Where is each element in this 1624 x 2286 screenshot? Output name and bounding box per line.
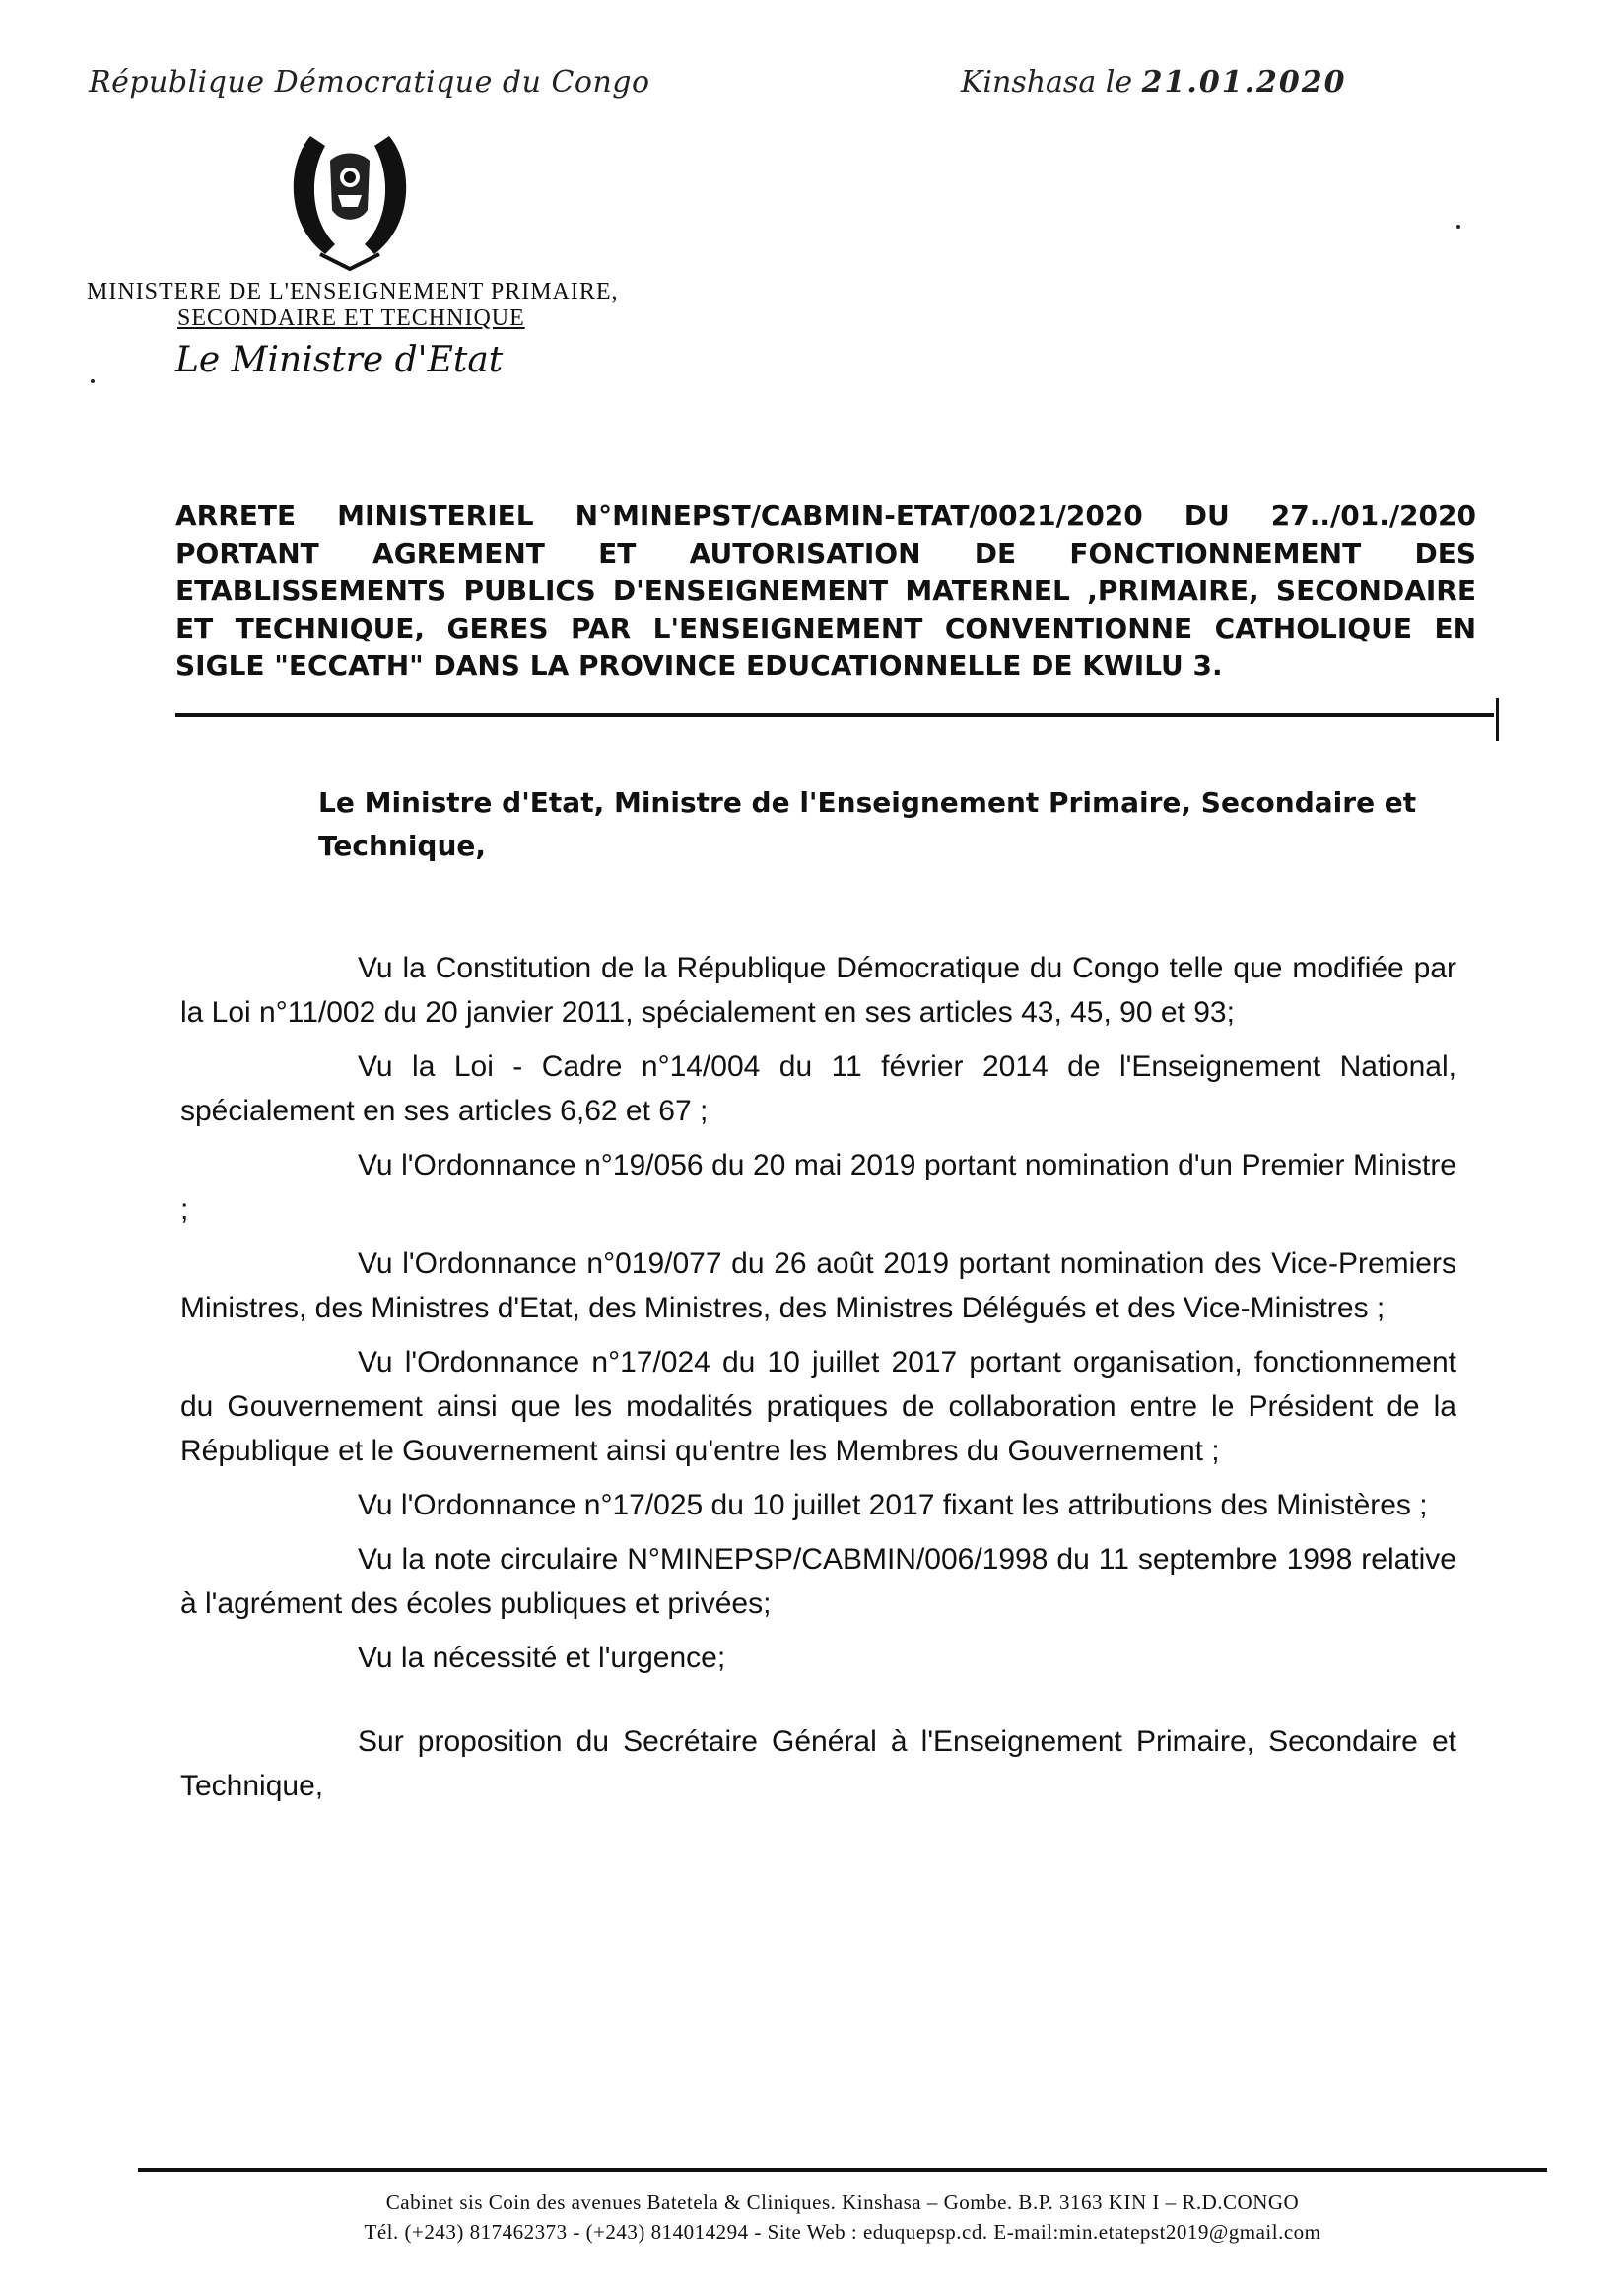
title-underline: [175, 713, 1494, 717]
coat-of-arms-emblem: [281, 116, 419, 274]
consideration-paragraph: Vu la Constitution de la République Démocratique du Congo telle que modifiée par la Loi n°11/002 du 20 janvier 2011, spécialement en ses articles 43, 45, 90 et 93;: [180, 952, 1456, 1029]
consideration-paragraph: Vu la Loi - Cadre n°14/004 du 11 février 2014 de l'Enseignement National, spécialement en ses articles 6,62 et 67 ;: [180, 1050, 1456, 1127]
decree-title: [175, 498, 1476, 685]
proposal-paragraph: Sur proposition du Secrétaire Général à l'Enseignement Primaire, Secondaire et Technique,: [180, 1725, 1456, 1802]
footer-rule: [138, 2168, 1547, 2172]
intro-text: Le Ministre d'Etat, Ministre de l'Enseignement Primaire, Secondaire et Technique,: [318, 786, 1417, 862]
footer-line: Tél. (+243) 817462373 - (+243) 814014294 - Site Web : eduquepsp.cd. E-mail:min.etatepst2019@gmail.com: [364, 2220, 1321, 2244]
decree-title-line: SIGLE "ECCATH" DANS LA PROVINCE EDUCATIONNELLE DE KWILU 3.: [175, 649, 1223, 682]
speck: [91, 379, 95, 383]
consideration-paragraph: Vu l'Ordonnance n°17/025 du 10 juillet 2017 fixant les attributions des Ministères ;: [358, 1489, 1428, 1521]
handwritten-date: 21.01.2020: [1141, 65, 1347, 100]
consideration-paragraph: Vu la note circulaire N°MINEPSP/CABMIN/006/1998 du 11 septembre 1998 relative à l'agrément des écoles publiques et privées;: [180, 1543, 1456, 1620]
decree-title-line: ETABLISSEMENTS PUBLICS D'ENSEIGNEMENT MATERNEL ,PRIMAIRE, SECONDAIRE: [175, 574, 1476, 607]
ministry-name-line2: SECONDAIRE ET TECHNIQUE: [177, 305, 525, 331]
footer-line: Cabinet sis Coin des avenues Batetela & Cliniques. Kinshasa – Gombe. B.P. 3163 KIN I – R.D.CONGO: [385, 2190, 1300, 2214]
country-heading: République Démocratique du Congo: [89, 65, 650, 100]
minister-signature-title: Le Ministre d'Etat: [175, 340, 504, 380]
decree-title-line: ARRETE MINISTERIEL N°MINEPST/CABMIN-ETAT/0021/2020 DU 27../01./2020: [175, 500, 1476, 532]
place-date: [961, 65, 1347, 100]
consideration-paragraph: Vu l'Ordonnance n°19/056 du 20 mai 2019 portant nomination d'un Premier Ministre ;: [180, 1149, 1456, 1226]
consideration-paragraph: Vu la nécessité et l'urgence;: [358, 1642, 726, 1674]
speck: [1456, 225, 1460, 229]
title-underline-mark: [1496, 698, 1499, 741]
ministry-name-line1: MINISTERE DE L'ENSEIGNEMENT PRIMAIRE,: [87, 279, 619, 304]
decree-title-line: PORTANT AGREMENT ET AUTORISATION DE FONCTIONNEMENT DES: [175, 537, 1476, 570]
decree-title-line: ET TECHNIQUE, GERES PAR L'ENSEIGNEMENT CONVENTIONNE CATHOLIQUE EN: [175, 612, 1476, 644]
consideration-paragraph: Vu l'Ordonnance n°019/077 du 26 août 2019 portant nomination des Vice-Premiers Ministres, des Ministres d'Etat, des Ministres, des Ministres Délégués et des Vice-Ministres ;: [180, 1247, 1456, 1324]
place-date-label: Kinshasa le: [961, 65, 1133, 100]
footer-address: [138, 2187, 1547, 2247]
considerations-list: [180, 946, 1456, 1818]
consideration-paragraph: Vu l'Ordonnance n°17/024 du 10 juillet 2017 portant organisation, fonctionnement du Gouvernement ainsi que les modalités pratiques de collaboration entre le Président de la République et le Gouvernement ainsi qu'entre les Membres du Gouvernement ;: [180, 1346, 1456, 1467]
decree-intro: [180, 781, 1461, 868]
